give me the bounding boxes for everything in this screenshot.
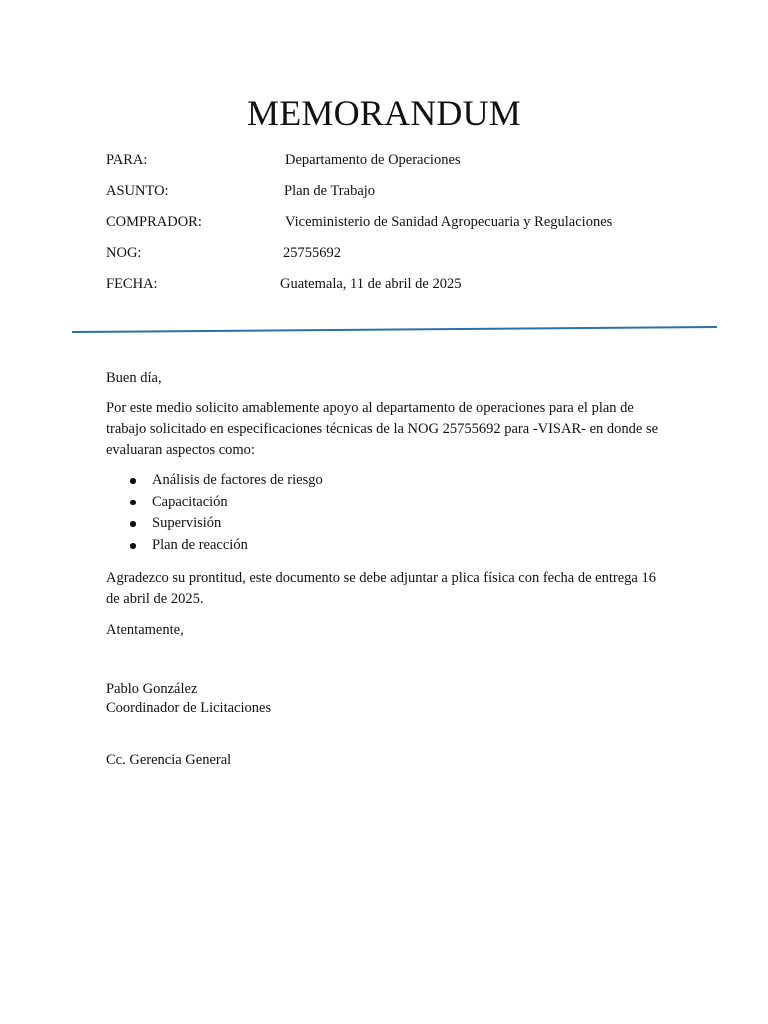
greeting: Buen día, [106,370,162,386]
signature-name: Pablo González [106,681,198,697]
list-item-text: Análisis de factores de riesgo [152,472,323,488]
list-item [106,470,323,492]
cc-line: Cc. Gerencia General [106,752,232,768]
bullet-icon [130,478,136,484]
field-value: Plan de Trabajo [284,183,376,199]
field-value: 25755692 [283,245,341,261]
field-value: Guatemala, 11 de abril de 2025 [280,276,462,292]
field-value: Viceministerio de Sanidad Agropecuaria y Regulaciones [285,214,613,230]
field-label: PARA: [106,152,148,168]
bullet-icon [130,500,136,506]
bullet-icon [130,543,136,549]
field-label: FECHA: [106,276,158,292]
field-value: Departamento de Operaciones [285,152,461,168]
field-label: NOG: [106,245,142,261]
list-item [106,535,323,557]
list-item [106,513,323,535]
aspects-list [106,470,323,557]
memo-title: MEMORANDUM [246,93,522,133]
field-label: COMPRADOR: [106,214,202,230]
field-label: ASUNTO: [106,183,169,199]
intro-paragraph: Por este medio solicito amablemente apoyo al departamento de operaciones para el plan de trabajo solicitado en especificaciones técnicas de la NOG 25755692 para -VISAR- en donde se evaluaran aspectos como: [106,400,659,458]
list-item-text: Plan de reacción [152,537,248,554]
list-item-text: Capacitación [152,493,228,510]
closing-salutation: Atentamente, [106,622,184,638]
signature-role: Coordinador de Licitaciones [106,700,272,716]
bullet-icon [130,521,136,527]
list-item-text: Supervisión [152,515,222,532]
list-item [106,492,323,514]
closing-paragraph: Agradezco su prontitud, este documento se debe adjuntar a plica física con fecha de entrega 16 de abril de 2025. [106,570,656,607]
